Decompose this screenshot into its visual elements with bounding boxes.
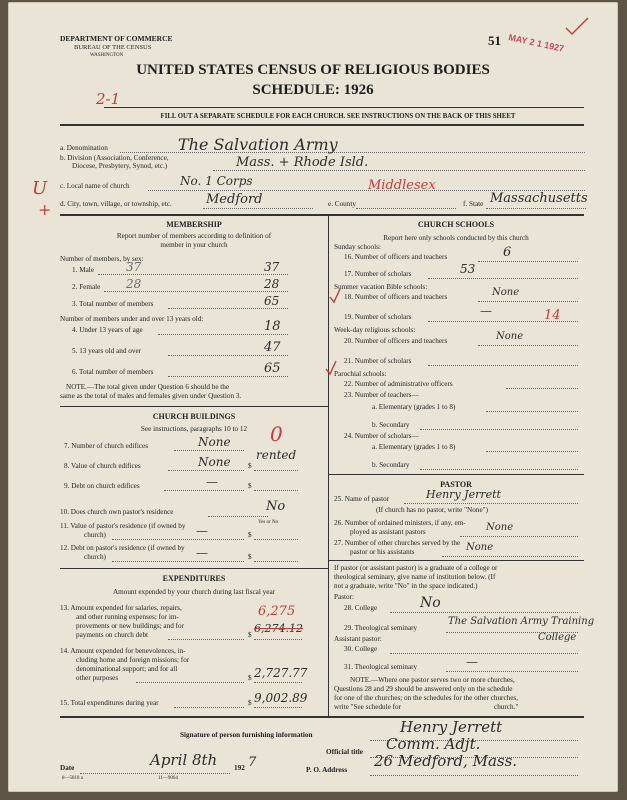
margin-note-u: U bbox=[32, 178, 48, 199]
q15-label: 15. Total expenditures during year bbox=[60, 699, 159, 707]
sunday-schools-label: Sunday schools: bbox=[334, 243, 381, 251]
q1-value: 37 bbox=[264, 260, 280, 274]
form-subtitle: SCHEDULE: 1926 bbox=[252, 82, 374, 98]
city-label-d: d. City, town, village, or township, etc. bbox=[60, 200, 172, 208]
denomination-label: a. Denomination bbox=[60, 144, 108, 152]
q23b-label: b. Secondary bbox=[372, 421, 410, 429]
membership-note-1: NOTE.—The total given under Question 6 should be the bbox=[66, 383, 230, 391]
pastor-heading: PASTOR bbox=[440, 480, 472, 489]
q5-value: 47 bbox=[264, 340, 281, 355]
q7-label: 7. Number of church edifices bbox=[64, 442, 149, 450]
q25-hint: (If church has no pastor, write "None") bbox=[376, 506, 488, 514]
q6-value: 65 bbox=[264, 361, 281, 376]
q2-value: 28 bbox=[264, 277, 280, 291]
po-address-value: 26 Medford, Mass. bbox=[374, 752, 518, 770]
q28-label: 28. College bbox=[344, 604, 378, 612]
membership-note-2: same as the total of males and females given under Question 3. bbox=[60, 392, 242, 400]
q14-label-4: other purposes bbox=[76, 674, 119, 682]
q27-label: 27. Number of other churches served by the bbox=[334, 539, 461, 547]
q20-label: 20. Number of officers and teachers bbox=[344, 337, 448, 345]
year-digit: 7 bbox=[248, 755, 257, 770]
expenditures-subheading: Amount expended by your church during last fiscal year bbox=[112, 588, 276, 596]
census-schedule-sheet bbox=[8, 2, 618, 792]
state-label: f. State bbox=[463, 200, 484, 208]
q19-label: 19. Number of scholars bbox=[344, 313, 412, 321]
print-code-1: 8—5818 a bbox=[62, 776, 83, 781]
q18-label: 18. Number of officers and teachers bbox=[344, 293, 448, 301]
q6-label: 6. Total number of members bbox=[72, 368, 154, 376]
pastor-note-4: write "See schedule for bbox=[334, 703, 401, 711]
q13-red-annotation: 6,275 bbox=[258, 604, 296, 619]
q25-label: 25. Name of pastor bbox=[334, 495, 390, 503]
q22-label: 22. Number of administrative officers bbox=[344, 380, 453, 388]
q15-value: 9,002.89 bbox=[254, 691, 308, 705]
q14-dollar: $ bbox=[248, 674, 252, 682]
q14-value: 2,727.77 bbox=[254, 666, 308, 680]
q2-pencil-value: 28 bbox=[126, 277, 142, 291]
local-name-label: c. Local name of church bbox=[60, 182, 130, 190]
pastor-label: Pastor: bbox=[334, 593, 354, 601]
county-label: e. County bbox=[328, 200, 356, 208]
q8-value: None bbox=[198, 455, 231, 469]
q7-red-annotation: 0 bbox=[270, 422, 283, 446]
q8-label: 8. Value of church edifices bbox=[64, 462, 141, 470]
q10-value: No bbox=[266, 499, 286, 514]
q31-value: — bbox=[466, 655, 478, 669]
q26-value: None bbox=[486, 522, 514, 533]
city-label: WASHINGTON bbox=[90, 53, 124, 58]
membership-intro-2: member in your church bbox=[160, 241, 228, 249]
q20-value: None bbox=[496, 331, 524, 342]
signature-label: Signature of person furnishing information bbox=[180, 731, 313, 739]
q10-label: 10. Does church own pastor's residence bbox=[60, 508, 174, 516]
signature-value: Henry Jerrett bbox=[400, 718, 503, 736]
print-code-2: 11—9064 bbox=[158, 776, 178, 781]
q9-value: — bbox=[206, 475, 218, 489]
state-value: Massachusetts bbox=[490, 191, 588, 206]
q14-label-2: cluding home and foreign missions; for bbox=[76, 656, 190, 664]
form-title: UNITED STATES CENSUS OF RELIGIOUS BODIES bbox=[136, 62, 490, 78]
date-value: April 8th bbox=[150, 751, 218, 769]
q3-value: 65 bbox=[264, 294, 280, 308]
q23-label: 23. Number of teachers— bbox=[344, 391, 419, 399]
q2-label: 2. Female bbox=[72, 283, 101, 291]
pastor-note-3: for one of the churches; on the schedules for the other churches, bbox=[334, 694, 519, 702]
q11-label: 11. Value of pastor's residence (if owned by bbox=[60, 522, 186, 530]
q13-label: 13. Amount expended for salaries, repairs, bbox=[60, 604, 182, 612]
q28-value: No bbox=[420, 595, 441, 611]
q31-label: 31. Theological seminary bbox=[344, 663, 418, 671]
q7-value: None bbox=[198, 435, 231, 449]
q24b-label: b. Secondary bbox=[372, 461, 410, 469]
education-intro-3: not a graduate, write "No" in the space indicated.) bbox=[334, 582, 478, 590]
division-label: b. Division (Association, Conference, bbox=[60, 154, 169, 162]
q12-label-2: church) bbox=[84, 553, 106, 561]
q8-amount: rented bbox=[256, 448, 297, 462]
q25-value: Henry Jerrett bbox=[426, 488, 501, 501]
q11-label-2: church) bbox=[84, 531, 106, 539]
q23a-label: a. Elementary (grades 1 to 8) bbox=[372, 403, 456, 411]
q3-label: 3. Total number of members bbox=[72, 300, 154, 308]
q1-pencil-value: 37 bbox=[126, 260, 142, 274]
denomination-value: The Salvation Army bbox=[178, 135, 338, 154]
q26-label-2: ployed as assistant pastors bbox=[350, 528, 426, 536]
city-value: Medford bbox=[206, 192, 263, 207]
weekday-schools-label: Week-day religious schools: bbox=[334, 326, 416, 334]
q12-dollar: $ bbox=[248, 553, 252, 561]
q9-label: 9. Debt on church edifices bbox=[64, 482, 140, 490]
pastor-note-5: church." bbox=[494, 703, 519, 711]
received-date-stamp: MAY 2 1 1927 bbox=[507, 32, 565, 54]
q10-hint: Yes or No bbox=[258, 520, 279, 525]
q5-label: 5. 13 years old and over bbox=[72, 347, 142, 355]
education-intro-2: theological seminary, give name of institution below. (If bbox=[334, 573, 496, 581]
q24-label: 24. Number of scholars— bbox=[344, 432, 419, 440]
buildings-subheading: See instructions, paragraphs 10 to 12 bbox=[140, 425, 248, 433]
assistant-pastor-label: Assistant pastor: bbox=[334, 635, 382, 643]
q17-value: 53 bbox=[460, 262, 476, 276]
q14-label-3: denominational support; and for all bbox=[76, 665, 178, 673]
q16-value: 6 bbox=[503, 245, 512, 260]
q13-value: 6,274.12 bbox=[254, 622, 303, 635]
q12-value: — bbox=[196, 546, 208, 560]
division-value: Mass. + Rhode Isld. bbox=[236, 155, 369, 170]
q24a-label: a. Elementary (grades 1 to 8) bbox=[372, 443, 456, 451]
q4-label: 4. Under 13 years of age bbox=[72, 326, 143, 334]
pastor-note-1: NOTE.—Where one pastor serves two or more churches, bbox=[350, 676, 515, 684]
code-annotation: 2-1 bbox=[96, 90, 121, 108]
buildings-heading: CHURCH BUILDINGS bbox=[152, 412, 236, 421]
schools-intro: Report here only schools conducted by this church bbox=[383, 234, 529, 242]
red-check-mark bbox=[324, 360, 338, 376]
po-address-label: P. O. Address bbox=[306, 766, 348, 774]
q27-label-2: pastor or his assistants bbox=[350, 548, 415, 556]
q13-dollar: $ bbox=[248, 631, 252, 639]
instruction-line: FILL OUT A SEPARATE SCHEDULE FOR EACH CHURCH. SEE INSTRUCTIONS ON THE BACK OF THIS SHEET bbox=[160, 113, 516, 120]
membership-heading: MEMBERSHIP bbox=[166, 220, 222, 229]
summer-schools-label: Summer vacation Bible schools: bbox=[334, 283, 428, 291]
pastor-note-2: Questions 28 and 29 should be answered only on the schedule bbox=[334, 685, 513, 693]
division-label-2: Diocese, Presbytery, Synod, etc.) bbox=[72, 162, 168, 170]
q29-value-continued: College bbox=[538, 632, 577, 643]
q13-label-3: provements or new buildings; and for bbox=[76, 622, 184, 630]
q19-value: — bbox=[480, 304, 492, 318]
q21-label: 21. Number of scholars bbox=[344, 357, 412, 365]
q9-dollar: $ bbox=[248, 482, 252, 490]
membership-intro-1: Report number of members according to definition of bbox=[116, 232, 272, 240]
q13-label-4: payments on church debt bbox=[76, 631, 149, 639]
q27-value: None bbox=[466, 542, 494, 553]
official-title-value: Comm. Adjt. bbox=[386, 735, 481, 753]
parochial-schools-label: Parochial schools: bbox=[334, 370, 387, 378]
q11-value: — bbox=[196, 524, 208, 538]
members-by-sex-label: Number of members, by sex: bbox=[60, 255, 144, 263]
red-check-mark bbox=[328, 288, 342, 304]
department-label: DEPARTMENT OF COMMERCE bbox=[60, 34, 173, 43]
q29-value: The Salvation Army Training bbox=[448, 616, 595, 627]
q1-label: 1. Male bbox=[72, 266, 94, 274]
schools-heading: CHURCH SCHOOLS bbox=[417, 220, 495, 229]
margin-note-plus: + bbox=[38, 200, 52, 219]
q16-label: 16. Number of officers and teachers bbox=[344, 253, 448, 261]
county-value: Middlesex bbox=[368, 178, 436, 193]
age-intro: Number of members under and over 13 years old: bbox=[60, 315, 204, 323]
q26-label: 26. Number of ordained ministers, if any, em- bbox=[334, 519, 466, 527]
year-printed: 192 bbox=[234, 764, 245, 772]
q19-red-annotation: 14 bbox=[544, 308, 561, 323]
official-title-label: Official title bbox=[326, 748, 363, 756]
q8-dollar: $ bbox=[248, 462, 252, 470]
schedule-number: 51 bbox=[488, 33, 501, 48]
q11-dollar: $ bbox=[248, 531, 252, 539]
red-check-mark bbox=[564, 16, 590, 36]
q18-value: None bbox=[492, 287, 520, 298]
local-name-value: No. 1 Corps bbox=[180, 174, 253, 188]
q14-label: 14. Amount expended for benevolences, in- bbox=[60, 647, 186, 655]
q12-label: 12. Debt on pastor's residence (if owned by bbox=[60, 544, 185, 552]
education-intro-1: If pastor (or assistant pastor) is a graduate of a college or bbox=[334, 564, 498, 572]
bureau-label: BUREAU OF THE CENSUS bbox=[74, 44, 152, 51]
q17-label: 17. Number of scholars bbox=[344, 270, 412, 278]
q13-label-2: and other running expenses; for im- bbox=[76, 613, 179, 621]
q29-label: 29. Theological seminary bbox=[344, 624, 418, 632]
date-label: Date bbox=[60, 764, 75, 772]
q30-label: 30. College bbox=[344, 645, 378, 653]
q15-dollar: $ bbox=[248, 699, 252, 707]
q4-value: 18 bbox=[264, 319, 281, 334]
expenditures-heading: EXPENDITURES bbox=[162, 574, 226, 583]
